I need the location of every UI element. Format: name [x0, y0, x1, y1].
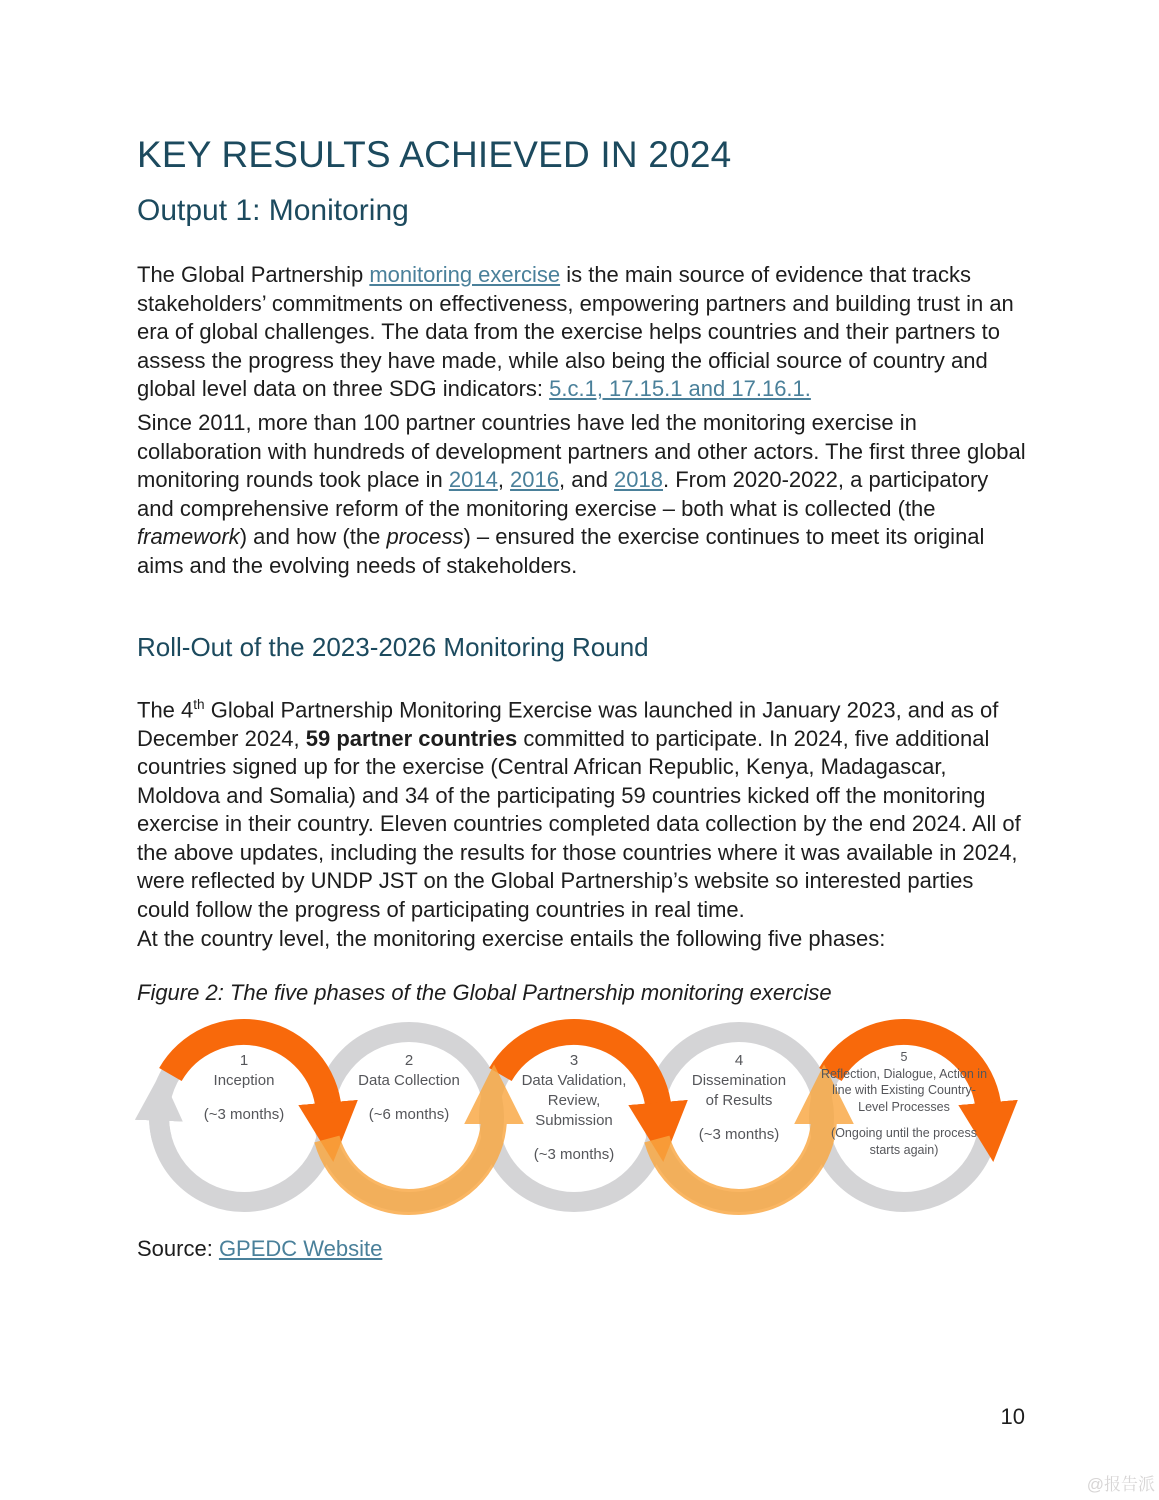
flow-arrow-phase2-to-3	[327, 1117, 494, 1202]
text-segment: The 4	[137, 697, 194, 723]
phase-5	[818, 1049, 990, 1158]
phase-4	[685, 1051, 793, 1145]
round-2014-link[interactable]: 2014	[448, 467, 498, 492]
text-segment: The Global Partnership	[137, 262, 370, 287]
text-segment: Since 2011, more than 100 partner countries have led the monitoring exercise in collaboration with hundreds of development partners and other actors. The first three global monitoring rounds took place in	[137, 410, 1026, 492]
text-segment: framework	[137, 524, 240, 549]
round-2016-link[interactable]: 2016	[510, 467, 559, 492]
text-segment: is the main source of evidence that tracks stakeholders’ commitments on effectiveness, empowering partners and building trust in an era of global challenges. The data from the exercise helps countries and their partners to assess the progress they have made, while also being the official source of country and global level data on three SDG indicators:	[137, 262, 1014, 401]
phase-name: Data Collection	[358, 1072, 460, 1089]
text-segment: ) – ensured the exercise continues to meet its original aims and the evolving needs of stakeholders.	[137, 524, 985, 578]
text-segment: , and	[559, 467, 615, 492]
phase-name: Dissemination of Results	[691, 1072, 787, 1109]
text-segment: 59 partner countries	[305, 725, 518, 751]
phase-duration: (~3 months)	[698, 1126, 780, 1143]
page-number: 10	[1000, 1404, 1025, 1429]
phase-number: 5	[900, 1050, 908, 1064]
phase-2	[329, 1051, 489, 1125]
paragraph-history	[137, 409, 1027, 580]
text-segment: . From 2020-2022, a participatory and comprehensive reform of the monitoring exercise – both what is collected (the	[137, 467, 989, 521]
text-segment: th	[193, 697, 205, 712]
cycle-restart-arrow	[159, 1114, 162, 1139]
phase-duration: (~3 months)	[533, 1146, 615, 1163]
section-heading-rollout: Roll-Out of the 2023-2026 Monitoring Round	[137, 632, 649, 662]
page-title: KEY RESULTS ACHIEVED IN 2024	[137, 134, 732, 175]
monitoring-exercise-link[interactable]: monitoring exercise	[369, 262, 561, 287]
text-segment: ) and how (the	[239, 524, 387, 549]
phase-number: 1	[239, 1052, 249, 1069]
text-segment: process	[386, 524, 464, 549]
phase-1	[169, 1051, 319, 1125]
watermark: @报告派	[1086, 1475, 1155, 1494]
phase-name: Inception	[213, 1072, 275, 1089]
gpedc-website-link[interactable]: GPEDC Website	[218, 1236, 383, 1261]
paragraph-intro	[137, 261, 1027, 404]
phase-duration: (Ongoing until the process starts again)	[831, 1126, 977, 1157]
source-line	[137, 1235, 1027, 1264]
text-segment: Source:	[137, 1236, 219, 1261]
phase-3	[516, 1051, 632, 1165]
section-heading-output-1: Output 1: Monitoring	[137, 194, 409, 227]
round-2018-link[interactable]: 2018	[614, 467, 663, 492]
text-segment: committed to participate. In 2024, five additional countries signed up for the exercise (Central African Republic, Kenya, Madagascar, Moldova and Somalia) and 34 of the participating 59 countries kicked off the monitoring exercise in their country. Eleven countries completed data collection by the end 2024. All of the above updates, including the results for those countries where it was available in 2024, were reflected by UNDP JST on the Global Partnership’s website so interested parties could follow the progress of participating countries in real time.	[137, 725, 1021, 922]
phase-duration: (~3 months)	[203, 1106, 285, 1123]
phase-number: 4	[734, 1052, 744, 1069]
phase-number: 3	[569, 1052, 579, 1069]
figure-caption: Figure 2: The five phases of the Global Partnership monitoring exercise	[137, 980, 832, 1005]
paragraph-rollout-status	[137, 691, 1027, 924]
text-segment: ,	[497, 467, 511, 492]
phase-name: Reflection, Dialogue, Action in line with Existing Country-Level Processes	[820, 1066, 988, 1114]
paragraph-phases-intro: At the country level, the monitoring exercise entails the following five phases:	[137, 926, 886, 951]
figure-five-phases	[135, 1016, 1025, 1218]
phase-number: 2	[404, 1052, 414, 1069]
text-segment: Global Partnership Monitoring Exercise was launched in January 2023, and as of December 2024,	[137, 697, 999, 751]
sdg-indicators-link[interactable]: 5.c.1, 17.15.1 and 17.16.1.	[549, 376, 811, 401]
phase-name: Data Validation, Review, Submission	[521, 1072, 627, 1129]
phase-duration: (~6 months)	[368, 1106, 450, 1123]
